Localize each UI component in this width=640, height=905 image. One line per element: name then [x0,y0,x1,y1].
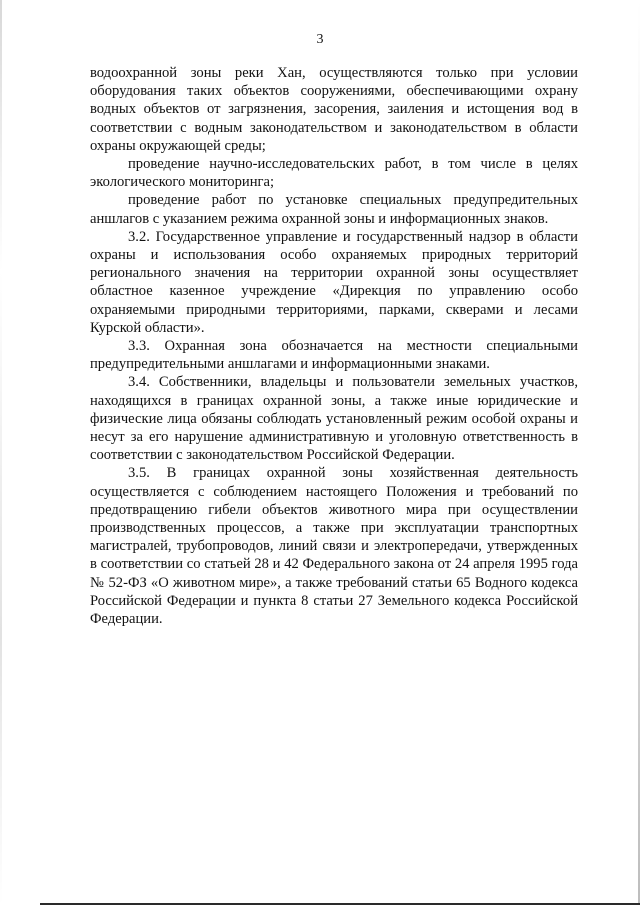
document-body [90,64,578,628]
paragraph-3-4: 3.4. Собственники, владельцы и пользователи земельных участков, находящихся в границах охранной зоны, а также иные юридические и физические лица обязаны соблюдать установленный режим особой охраны и несут за его нарушение административную и уголовную ответственность в соответствии с законодательством Российской Федерации. [90,374,578,464]
paragraph-research: проведение научно-исследовательских работ, в том числе в целях экологического мониторинга; [90,156,578,191]
scan-edge-left [0,0,2,905]
paragraph-3-3: 3.3. Охранная зона обозначается на местности специальными предупредительными аншлагами и информационными знаками. [90,338,578,373]
page-number: 3 [316,32,324,47]
paragraph-signage: проведение работ по установке специальных предупредительных аншлагов с указанием режима охранной зоны и информационных знаков. [90,192,578,227]
paragraph-3-2: 3.2. Государственное управление и государственный надзор в области охраны и использования особо охраняемых природных территорий регионального значения на территории охранной зоны осуществляет областное казенное учреждение «Дирекция по управлению особо охраняемыми природными территориями, парками, скверами и лесами Курской области». [90,228,578,336]
paragraph-continuation: водоохранной зоны реки Хан, осуществляются только при условии оборудования таких объектов сооружениями, обеспечивающими охрану водных объектов от загрязнения, засорения, заиления и истощения вод в соответствии с водным законодательством и законодательством в области охраны окружающей среды; [90,65,578,154]
paragraph-3-5: 3.5. В границах охранной зоны хозяйственная деятельность осуществляется с соблюдением настоящего Положения и требований по предотвращению гибели объектов животного мира при осуществлении производственных процессов, а также при эксплуатации транспортных магистралей, трубопроводов, линий связи и электропередачи, утвержденных в соответствии со статьей 28 и 42 Федерального закона от 24 апреля 1995 года № 52-ФЗ «О животном мире», а также требований статьи 65 Водного кодекса Российской Федерации и пункта 8 статьи 27 Земельного кодекса Российской Федерации. [90,465,578,628]
